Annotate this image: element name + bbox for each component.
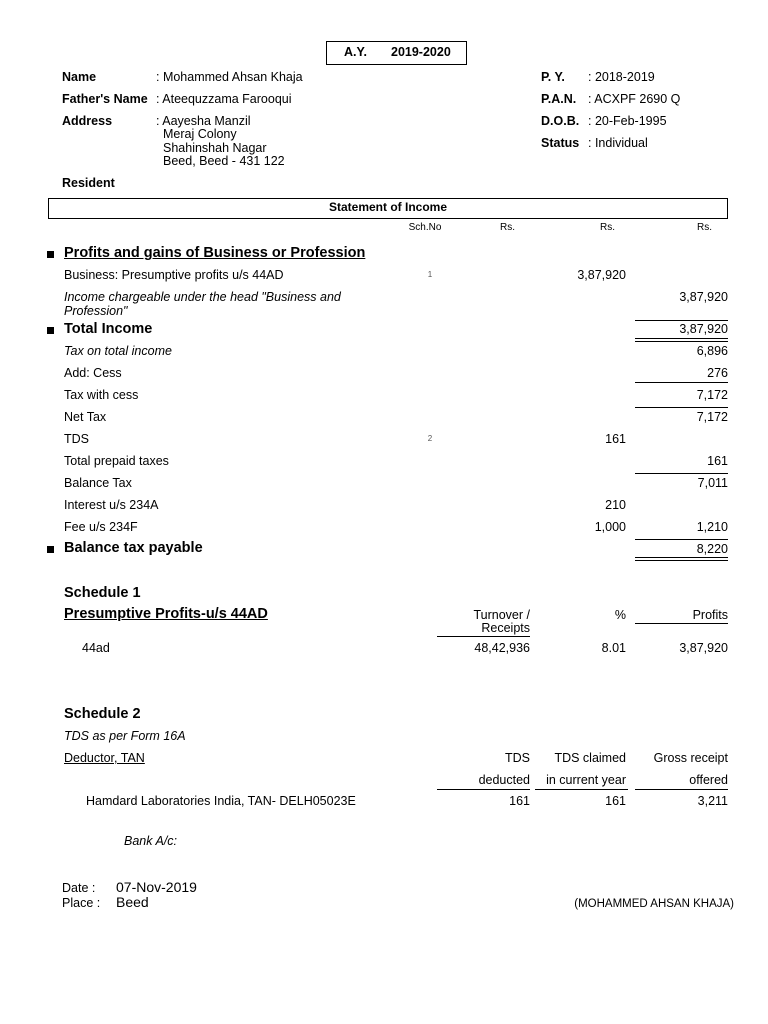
profits-heading: Profits and gains of Business or Profession [64,245,366,261]
dob-value: : 20-Feb-1995 [588,114,667,128]
address-line: Shahinshah Nagar [163,141,267,155]
tax-with-cess-value: 7,172 [696,388,728,402]
balance-tax-label: Balance Tax [64,476,132,490]
fee-label: Fee u/s 234F [64,520,138,534]
total-income-value: 3,87,920 [679,322,728,336]
address-label: Address [62,114,113,128]
col-rs-3: Rs. [697,222,712,233]
bullet-icon [47,327,54,334]
schedule2-row-claimed: 161 [605,794,626,808]
schedule2-subtitle: TDS as per Form 16A [64,729,186,743]
place-label: Place : [62,896,101,910]
chargeable-label-cont: Profession" [64,304,128,318]
schedule1-row-turnover: 48,42,936 [474,641,530,655]
date-value: 07-Nov-2019 [116,879,197,895]
father-value: : Ateequzzama Farooqui [156,92,292,106]
ay-value: 2019-2020 [391,45,451,59]
schedule2-row-gross: 3,211 [697,794,728,808]
schedule2-col-gross: Gross receipt [653,751,728,765]
py-value: : 2018-2019 [588,70,655,84]
balance-payable-value: 8,220 [696,542,728,556]
business-sch-no: 1 [427,270,433,279]
business-label: Business: Presumptive profits u/s 44AD [64,268,284,282]
schedule1-header-rule [635,623,728,624]
tax-total-value: 6,896 [696,344,728,358]
py-label: P. Y. [541,70,565,84]
signatory-name: (MOHAMMED AHSAN KHAJA) [574,898,734,910]
schedule2-header-rule [437,789,530,790]
schedule1-title: Schedule 1 [64,585,141,601]
tds-label: TDS [64,432,89,446]
schedule1-row-label: 44ad [82,641,110,655]
fee-value: 1,000 [594,520,626,534]
chargeable-value: 3,87,920 [679,290,728,304]
schedule1-col-turnover: Turnover / [473,608,530,622]
dob-label: D.O.B. [541,114,580,128]
prepaid-value: 161 [707,454,728,468]
total-income-rule [635,320,728,321]
pan-label: P.A.N. [541,92,577,106]
date-label: Date : [62,881,96,895]
interest-value: 210 [605,498,626,512]
bank-account-label: Bank A/c: [124,834,178,848]
father-label: Father's Name [62,92,148,106]
interest-label: Interest u/s 234A [64,498,159,512]
schedule2-title: Schedule 2 [64,706,141,722]
schedule2-row-tds: 161 [509,794,530,808]
schedule2-col-tds: TDS [505,751,530,765]
schedule2-col-claimed-cont: in current year [546,773,626,787]
place-value: Beed [116,894,149,910]
address-line: Meraj Colony [163,127,237,141]
balance-payable-double-rule [635,557,728,561]
schedule2-header-rule [635,789,728,790]
total-income-double-rule [635,338,728,342]
cess-value: 276 [707,366,728,380]
pan-value: : ACXPF 2690 Q [588,92,681,106]
total-income-label: Total Income [64,321,153,337]
bullet-icon [47,251,54,258]
schedule1-heading: Presumptive Profits-u/s 44AD [64,606,268,622]
schedule2-header-rule [535,789,628,790]
schedule1-col-profits: Profits [692,608,728,622]
prepaid-label: Total prepaid taxes [64,454,169,468]
tds-sch-no: 2 [427,434,433,443]
schedule2-col-claimed: TDS claimed [554,751,626,765]
status-value: : Individual [588,136,648,150]
net-tax-label: Net Tax [64,410,107,424]
address-line: : Aayesha Manzil [156,114,251,128]
col-rs-2: Rs. [600,222,615,233]
balance-tax-value: 7,011 [697,476,728,490]
fee-rule [635,539,728,540]
schedule2-row-deductor: Hamdard Laboratories India, TAN- DELH05023E [86,794,356,808]
schedule1-row-pct: 8.01 [601,641,626,655]
schedule1-row-profits: 3,87,920 [679,641,728,655]
tds-value: 161 [605,432,626,446]
address-line: Beed, Beed - 431 122 [163,154,285,168]
schedule2-col-deductor: Deductor, TAN [64,751,145,765]
schedule1-col-pct: % [614,608,626,622]
schedule2-col-gross-cont: offered [689,773,728,787]
chargeable-label: Income chargeable under the head "Business and [64,290,341,304]
col-rs-1: Rs. [500,222,515,233]
schedule2-col-tds-cont: deducted [478,773,530,787]
fee-total-value: 1,210 [696,520,728,534]
tax-with-cess-label: Tax with cess [64,388,139,402]
business-value: 3,87,920 [577,268,626,282]
schedule1-header-rule [437,636,530,637]
status-label: Status [541,136,580,150]
name-label: Name [62,70,97,84]
net-tax-value: 7,172 [696,410,728,424]
name-value: : Mohammed Ahsan Khaja [156,70,303,84]
bullet-icon [47,546,54,553]
tax-total-label: Tax on total income [64,344,172,358]
col-sch-no: Sch.No [408,222,442,233]
residency-status: Resident [62,176,115,190]
balance-payable-label: Balance tax payable [64,540,203,556]
cess-label: Add: Cess [64,366,122,380]
statement-title: Statement of Income [328,200,448,214]
prepaid-rule [635,473,728,474]
tax-with-cess-rule [635,407,728,408]
ay-label: A.Y. [344,45,367,59]
schedule1-col-turnover-cont: Receipts [481,621,530,635]
cess-rule [635,382,728,383]
